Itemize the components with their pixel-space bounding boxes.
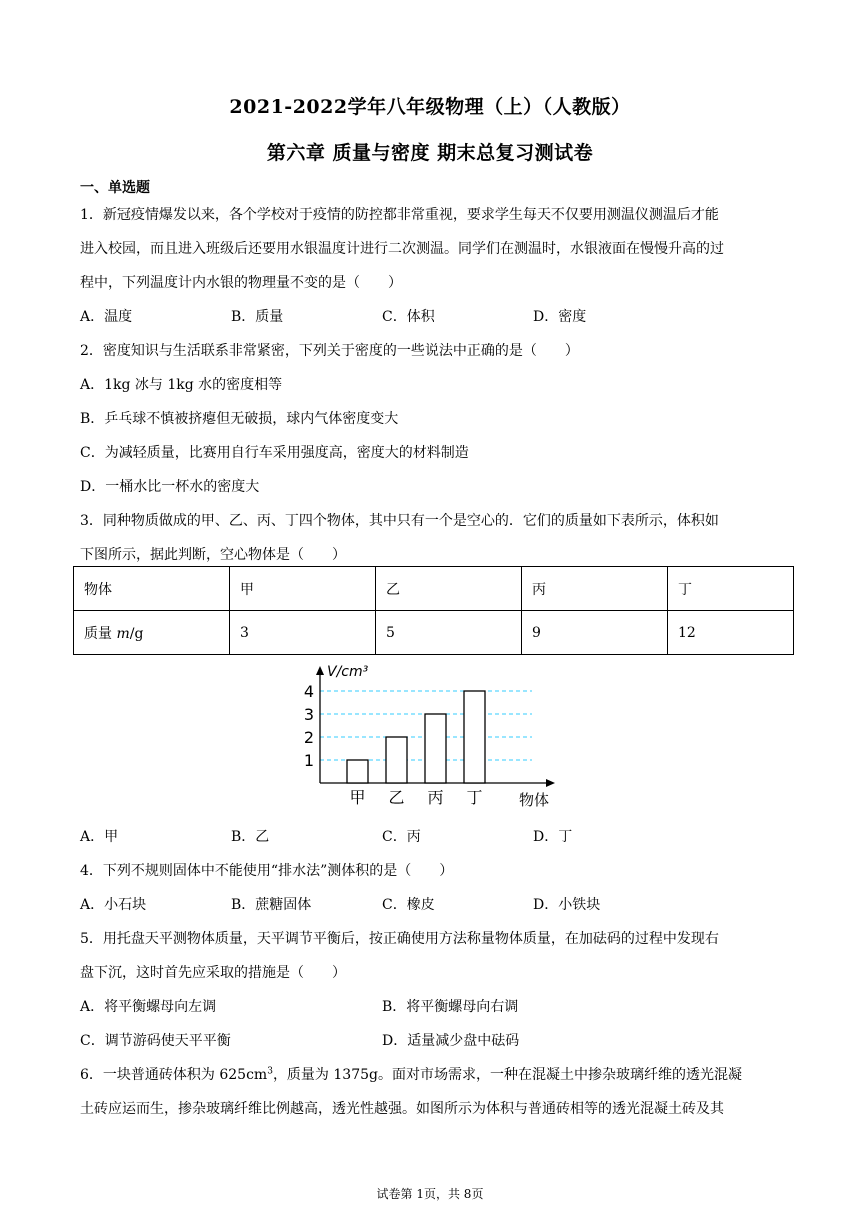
q4-option-a: A．小石块 [80, 897, 147, 913]
table-row [74, 611, 794, 655]
table-cell: 丁 [668, 567, 794, 611]
q4-option-d: D．小铁块 [533, 897, 601, 913]
q5-line-1: 5．用托盘天平测物体质量，天平调节平衡后，按正确使用方法称量物体质量，在加砝码的过程中发现右 [80, 931, 719, 947]
q1-option-b: B．质量 [231, 309, 284, 325]
x-category-label: 乙 [388, 788, 405, 807]
q1-option-a: A．温度 [80, 309, 133, 325]
q6-line1-b: ，质量为 1375g。面对市场需求，一种在混凝土中掺杂玻璃纤维的透光混凝 [272, 1067, 742, 1083]
q5-option-d: D．适量减少盘中砝码 [382, 1033, 520, 1049]
volume-bar-chart [300, 660, 560, 810]
section-heading: 一、单选题 [80, 180, 150, 196]
q3-option-a: A．甲 [80, 829, 119, 845]
y-axis-label: V/cm³ [327, 664, 369, 680]
q6-line1-a: 6．一块普通砖体积为 625cm [80, 1067, 268, 1083]
x-axis-label: 物体 [519, 791, 550, 809]
mass-label-var: m [116, 625, 130, 642]
bar [425, 714, 446, 783]
q3-option-c: C．丙 [382, 829, 421, 845]
q1-option-c: C．体积 [382, 309, 435, 325]
q3-option-b: B．乙 [231, 829, 270, 845]
q6-line-2: 土砖应运而生，掺杂玻璃纤维比例越高，透光性越强。如图所示为体积与普通砖相等的透光混凝土砖及其 [80, 1101, 724, 1117]
table-cell: 甲 [230, 567, 376, 611]
page-footer: 试卷第 1页，共 8页 [376, 1187, 484, 1201]
x-category-label: 丁 [466, 788, 483, 807]
table-row [74, 567, 794, 611]
q5-option-c: C．调节游码使天平平衡 [80, 1033, 231, 1049]
table-cell: 12 [668, 611, 794, 655]
y-tick-label: 2 [303, 728, 314, 747]
q5-option-a: A．将平衡螺母向左调 [80, 999, 217, 1015]
q6-superscript: 3 [267, 1066, 273, 1077]
table-cell: 9 [522, 611, 668, 655]
q2-option-d: D．一桶水比一杯水的密度大 [80, 479, 260, 495]
y-tick-label: 1 [303, 751, 314, 770]
mass-label-prefix: 质量 [84, 625, 117, 642]
bar [347, 760, 368, 783]
q4-stem: 4．下列不规则固体中不能使用“排水法”测体积的是（ ） [80, 863, 454, 879]
q2-option-c: C．为减轻质量，比赛用自行车采用强度高，密度大的材料制造 [80, 445, 469, 461]
y-tick-label: 4 [303, 682, 314, 701]
q1-line-3: 程中，下列温度计内水银的物理量不变的是（ ） [80, 275, 402, 291]
mass-label-unit: /g [129, 625, 144, 642]
x-axis-arrow [546, 779, 555, 787]
q2-option-b: B．乒乓球不慎被挤瘪但无破损，球内气体密度变大 [80, 411, 399, 427]
q5-option-b: B．将平衡螺母向右调 [382, 999, 519, 1015]
table-cell: 乙 [376, 567, 522, 611]
table-cell-mass-label [74, 611, 230, 655]
y-tick-label: 3 [303, 705, 314, 724]
table-cell: 丙 [522, 567, 668, 611]
q3-line-2: 下图所示，据此判断，空心物体是（ ） [80, 547, 346, 563]
q2-option-a: A．1kg 冰与 1kg 水的密度相等 [80, 377, 283, 393]
q1-option-d: D．密度 [533, 309, 587, 325]
bar [464, 691, 485, 783]
y-axis-arrow [316, 666, 324, 675]
q4-option-c: C．橡皮 [382, 897, 435, 913]
q6-line-1 [80, 1064, 742, 1084]
q3-option-d: D．丁 [533, 829, 573, 845]
q1-line-2: 进入校园，而且进入班级后还要用水银温度计进行二次测温。同学们在测温时，水银液面在慢慢升高的过 [80, 241, 724, 257]
x-category-label: 丙 [427, 788, 444, 807]
exam-title-line2: 第六章 质量与密度 期末总复习测试卷 [266, 142, 594, 164]
q4-option-b: B．蔗糖固体 [231, 897, 312, 913]
q2-stem: 2．密度知识与生活联系非常紧密，下列关于密度的一些说法中正确的是（ ） [80, 343, 579, 359]
exam-title-line1: 2021-2022学年八年级物理（上）（人教版） [229, 96, 631, 118]
bar [386, 737, 407, 783]
q3-mass-table [73, 566, 794, 655]
q3-line-1: 3．同种物质做成的甲、乙、丙、丁四个物体，其中只有一个是空心的．它们的质量如下表所示，体积如 [80, 513, 719, 529]
table-cell: 5 [376, 611, 522, 655]
table-cell: 物体 [74, 567, 230, 611]
q3-volume-chart [300, 660, 560, 810]
q1-line-1: 1．新冠疫情爆发以来，各个学校对于疫情的防控都非常重视，要求学生每天不仅要用测温仪测温后才能 [80, 207, 719, 223]
x-category-label: 甲 [349, 788, 366, 807]
table-cell: 3 [230, 611, 376, 655]
q5-line-2: 盘下沉，这时首先应采取的措施是（ ） [80, 965, 346, 981]
